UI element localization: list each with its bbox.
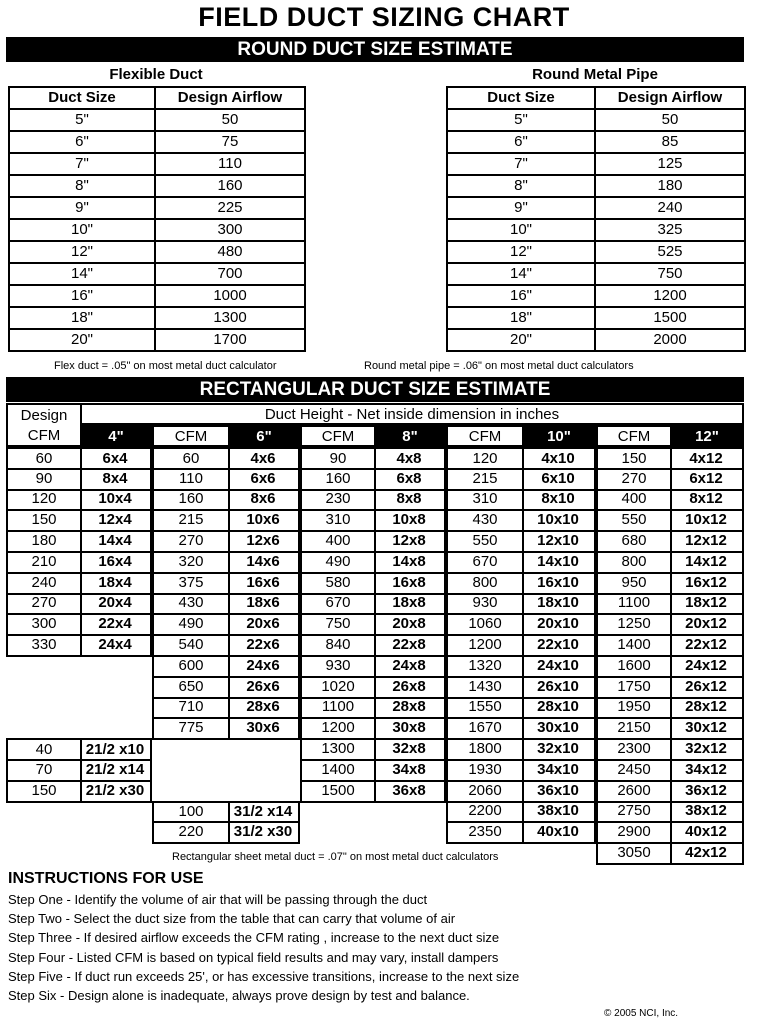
instruction-step: Step One - Identify the volume of air that will be passing through the duct xyxy=(8,892,428,907)
duct-size-cell: 8" xyxy=(9,175,155,197)
duct-size-cell: 28x10 xyxy=(522,697,596,720)
table-row xyxy=(447,197,745,219)
cfm-cell: 580 xyxy=(300,572,376,595)
duct-size-cell: 12" xyxy=(9,241,155,263)
duct-size-cell: 22x6 xyxy=(228,634,300,657)
instructions-title: INSTRUCTIONS FOR USE xyxy=(8,870,204,887)
duct-size-cell: 18" xyxy=(9,307,155,329)
table-row xyxy=(9,219,305,241)
cfm-cell: 1320 xyxy=(446,655,524,678)
table-row xyxy=(9,175,305,197)
cfm-cell: 210 xyxy=(6,551,82,574)
duct-size-cell: 8x12 xyxy=(670,489,744,512)
duct-size-cell: 5" xyxy=(447,109,595,131)
design-airflow-cell: 700 xyxy=(155,263,305,285)
cfm-column-header: CFM xyxy=(446,425,524,447)
duct-size-cell: 21/2 x30 xyxy=(80,780,152,803)
duct-size-cell: 34x10 xyxy=(522,759,596,782)
column-header: Design Airflow xyxy=(155,87,305,109)
duct-size-cell: 8x10 xyxy=(522,489,596,512)
duct-size-cell: 10" xyxy=(9,219,155,241)
duct-size-cell: 16x12 xyxy=(670,572,744,595)
table-row xyxy=(9,197,305,219)
table-row xyxy=(447,263,745,285)
height-column-header: 12" xyxy=(670,425,744,447)
duct-size-cell: 12x12 xyxy=(670,530,744,553)
height-column-header: 10" xyxy=(522,425,596,447)
flex-duct-note: Flex duct = .05" on most metal duct calculator xyxy=(54,360,277,372)
cfm-cell: 2300 xyxy=(596,738,672,761)
cfm-cell: 430 xyxy=(152,593,230,616)
round-section-header: ROUND DUCT SIZE ESTIMATE xyxy=(6,37,744,62)
design-airflow-cell: 110 xyxy=(155,153,305,175)
duct-size-cell: 10x6 xyxy=(228,509,300,532)
cfm-cell: 1430 xyxy=(446,676,524,699)
duct-size-cell: 24x8 xyxy=(374,655,446,678)
cfm-cell: 3050 xyxy=(596,842,672,865)
duct-size-cell: 26x8 xyxy=(374,676,446,699)
design-airflow-cell: 525 xyxy=(595,241,745,263)
duct-size-cell: 4x10 xyxy=(522,447,596,470)
height-column-header: 6" xyxy=(228,425,300,447)
duct-size-cell: 34x8 xyxy=(374,759,446,782)
rect-duct-note: Rectangular sheet metal duct = .07" on most metal duct calculators xyxy=(172,851,499,863)
duct-size-cell: 20" xyxy=(9,329,155,351)
duct-size-cell: 20x10 xyxy=(522,613,596,636)
duct-size-cell: 4x6 xyxy=(228,447,300,470)
duct-height-label: Duct Height - Net inside dimension in inches xyxy=(80,403,744,425)
duct-size-cell: 32x10 xyxy=(522,738,596,761)
duct-size-cell: 28x6 xyxy=(228,697,300,720)
duct-size-cell: 20x6 xyxy=(228,613,300,636)
design-airflow-cell: 2000 xyxy=(595,329,745,351)
duct-size-cell: 10x4 xyxy=(80,489,152,512)
cfm-cell: 90 xyxy=(6,468,82,491)
duct-size-cell: 9" xyxy=(9,197,155,219)
duct-size-cell: 32x8 xyxy=(374,738,446,761)
cfm-cell: 600 xyxy=(152,655,230,678)
cfm-cell: 270 xyxy=(152,530,230,553)
duct-size-cell: 16x6 xyxy=(228,572,300,595)
duct-size-cell: 36x10 xyxy=(522,780,596,803)
cfm-cell: 1750 xyxy=(596,676,672,699)
table-row xyxy=(9,153,305,175)
cfm-cell: 1930 xyxy=(446,759,524,782)
design-airflow-cell: 750 xyxy=(595,263,745,285)
cfm-cell: 2150 xyxy=(596,717,672,740)
duct-size-cell: 16x10 xyxy=(522,572,596,595)
table-row xyxy=(447,219,745,241)
cfm-cell: 2600 xyxy=(596,780,672,803)
cfm-cell: 1200 xyxy=(300,717,376,740)
cfm-cell: 310 xyxy=(446,489,524,512)
duct-size-cell: 38x12 xyxy=(670,801,744,824)
design-airflow-cell: 300 xyxy=(155,219,305,241)
cfm-cell: 2750 xyxy=(596,801,672,824)
duct-size-cell: 24x10 xyxy=(522,655,596,678)
duct-size-cell: 4x12 xyxy=(670,447,744,470)
cfm-cell: 400 xyxy=(300,530,376,553)
instruction-step: Step Five - If duct run exceeds 25', or has excessive transitions, increase to the next size xyxy=(8,968,520,984)
cfm-cell: 490 xyxy=(300,551,376,574)
cfm-cell: 1100 xyxy=(596,593,672,616)
cfm-cell: 2350 xyxy=(446,821,524,844)
duct-size-cell: 30x8 xyxy=(374,717,446,740)
duct-size-cell: 20x8 xyxy=(374,613,446,636)
cfm-cell: 670 xyxy=(446,551,524,574)
design-airflow-cell: 50 xyxy=(595,109,745,131)
table-row xyxy=(9,241,305,263)
table-row xyxy=(447,285,745,307)
duct-size-cell: 14x4 xyxy=(80,530,152,553)
duct-size-cell: 22x8 xyxy=(374,634,446,657)
duct-size-cell: 6" xyxy=(9,131,155,153)
duct-size-cell: 12x6 xyxy=(228,530,300,553)
design-airflow-cell: 1200 xyxy=(595,285,745,307)
table-row xyxy=(9,263,305,285)
cfm-cell: 1600 xyxy=(596,655,672,678)
duct-size-cell: 8x4 xyxy=(80,468,152,491)
design-airflow-cell: 1700 xyxy=(155,329,305,351)
cfm-cell: 220 xyxy=(152,821,230,844)
instruction-step: Step Three - If desired airflow exceeds the CFM rating , increase to the next duct size xyxy=(8,930,500,946)
cfm-cell: 375 xyxy=(152,572,230,595)
cfm-cell: 800 xyxy=(596,551,672,574)
duct-size-cell: 6x8 xyxy=(374,468,446,491)
cfm-cell: 100 xyxy=(152,801,230,824)
duct-size-cell: 18x12 xyxy=(670,593,744,616)
cfm-cell: 490 xyxy=(152,613,230,636)
cfm-cell: 670 xyxy=(300,593,376,616)
duct-size-cell: 22x12 xyxy=(670,634,744,657)
metal-pipe-caption: Round Metal Pipe xyxy=(532,66,658,83)
cfm-cell: 90 xyxy=(300,447,376,470)
cfm-cell: 930 xyxy=(446,593,524,616)
duct-size-cell: 10x8 xyxy=(374,509,446,532)
duct-size-cell: 7" xyxy=(447,153,595,175)
cfm-cell: 310 xyxy=(300,509,376,532)
cfm-cell: 60 xyxy=(152,447,230,470)
cfm-cell: 950 xyxy=(596,572,672,595)
duct-size-cell: 18" xyxy=(447,307,595,329)
duct-size-cell: 31/2 x30 xyxy=(228,821,300,844)
height-column-header: 8" xyxy=(374,425,446,447)
duct-size-cell: 7" xyxy=(9,153,155,175)
cfm-cell: 2450 xyxy=(596,759,672,782)
duct-size-cell: 24x6 xyxy=(228,655,300,678)
duct-size-cell: 6" xyxy=(447,131,595,153)
duct-size-cell: 26x6 xyxy=(228,676,300,699)
duct-size-cell: 10" xyxy=(447,219,595,241)
duct-size-cell: 30x12 xyxy=(670,717,744,740)
cfm-cell: 150 xyxy=(6,509,82,532)
rect-section-header: RECTANGULAR DUCT SIZE ESTIMATE xyxy=(6,377,744,402)
design-airflow-cell: 1500 xyxy=(595,307,745,329)
column-header: Duct Size xyxy=(9,87,155,109)
column-header: Design Airflow xyxy=(595,87,745,109)
cfm-cell: 1550 xyxy=(446,697,524,720)
duct-size-cell: 16x8 xyxy=(374,572,446,595)
cfm-cell: 110 xyxy=(152,468,230,491)
duct-size-cell: 5" xyxy=(9,109,155,131)
design-airflow-cell: 1300 xyxy=(155,307,305,329)
table-row xyxy=(447,131,745,153)
duct-size-cell: 20x12 xyxy=(670,613,744,636)
duct-size-cell: 4x8 xyxy=(374,447,446,470)
cfm-cell: 2060 xyxy=(446,780,524,803)
height-column-header: 4" xyxy=(80,425,152,447)
duct-size-cell: 14x6 xyxy=(228,551,300,574)
duct-size-cell: 34x12 xyxy=(670,759,744,782)
design-airflow-cell: 480 xyxy=(155,241,305,263)
cfm-cell: 550 xyxy=(596,509,672,532)
duct-size-cell: 26x12 xyxy=(670,676,744,699)
cfm-cell: 120 xyxy=(446,447,524,470)
table-row xyxy=(447,241,745,263)
cfm-cell: 1800 xyxy=(446,738,524,761)
duct-size-cell: 9" xyxy=(447,197,595,219)
cfm-cell: 270 xyxy=(6,593,82,616)
cfm-cell: 215 xyxy=(152,509,230,532)
duct-size-cell: 18x6 xyxy=(228,593,300,616)
design-airflow-cell: 180 xyxy=(595,175,745,197)
cfm-cell: 1020 xyxy=(300,676,376,699)
duct-size-cell: 20x4 xyxy=(80,593,152,616)
cfm-column-header: CFM xyxy=(300,425,376,447)
duct-size-cell: 38x10 xyxy=(522,801,596,824)
design-airflow-cell: 125 xyxy=(595,153,745,175)
cfm-cell: 775 xyxy=(152,717,230,740)
duct-size-cell: 26x10 xyxy=(522,676,596,699)
cfm-cell: 1250 xyxy=(596,613,672,636)
cfm-cell: 1300 xyxy=(300,738,376,761)
table-row xyxy=(447,175,745,197)
duct-size-cell: 8x6 xyxy=(228,489,300,512)
cfm-cell: 150 xyxy=(6,780,82,803)
duct-size-cell: 18x10 xyxy=(522,593,596,616)
cfm-cell: 710 xyxy=(152,697,230,720)
duct-size-cell: 8" xyxy=(447,175,595,197)
cfm-cell: 1670 xyxy=(446,717,524,740)
duct-size-cell: 24x12 xyxy=(670,655,744,678)
cfm-column-header: CFM xyxy=(596,425,672,447)
instruction-step: Step Four - Listed CFM is based on typical field results and may vary, install dampers xyxy=(8,949,499,965)
cfm-cell: 180 xyxy=(6,530,82,553)
cfm-cell: 750 xyxy=(300,613,376,636)
duct-size-cell: 32x12 xyxy=(670,738,744,761)
duct-size-cell: 12x4 xyxy=(80,509,152,532)
design-airflow-cell: 240 xyxy=(595,197,745,219)
cfm-cell: 1060 xyxy=(446,613,524,636)
duct-size-cell: 31/2 x14 xyxy=(228,801,300,824)
cfm-cell: 215 xyxy=(446,468,524,491)
cfm-cell: 40 xyxy=(6,738,82,761)
duct-size-cell: 14" xyxy=(9,263,155,285)
column-header: Duct Size xyxy=(447,87,595,109)
cfm-cell: 120 xyxy=(6,489,82,512)
design-airflow-cell: 50 xyxy=(155,109,305,131)
duct-size-cell: 14" xyxy=(447,263,595,285)
duct-size-cell: 6x6 xyxy=(228,468,300,491)
table-row xyxy=(9,329,305,351)
duct-size-cell: 12x10 xyxy=(522,530,596,553)
instruction-step: Step Six - Design alone is inadequate, always prove design by test and balance. xyxy=(8,988,470,1003)
cfm-cell: 320 xyxy=(152,551,230,574)
cfm-cell: 1400 xyxy=(300,759,376,782)
cfm-cell: 1200 xyxy=(446,634,524,657)
duct-size-cell: 36x12 xyxy=(670,780,744,803)
cfm-cell: 1950 xyxy=(596,697,672,720)
duct-size-cell: 16" xyxy=(9,285,155,307)
duct-size-cell: 42x12 xyxy=(670,842,744,865)
design-airflow-cell: 325 xyxy=(595,219,745,241)
cfm-column-header: CFM xyxy=(152,425,230,447)
cfm-cell: 70 xyxy=(6,759,82,782)
flex-duct-caption: Flexible Duct xyxy=(109,66,203,83)
duct-size-cell: 30x6 xyxy=(228,717,300,740)
cfm-cell: 150 xyxy=(596,447,672,470)
design-airflow-cell: 1000 xyxy=(155,285,305,307)
table-row xyxy=(447,109,745,131)
metal-pipe-note: Round metal pipe = .06" on most metal duct calculators xyxy=(364,360,634,372)
cfm-cell: 230 xyxy=(300,489,376,512)
duct-size-cell: 28x12 xyxy=(670,697,744,720)
duct-size-cell: 21/2 x10 xyxy=(80,738,152,761)
cfm-cell: 60 xyxy=(6,447,82,470)
round-metal-table xyxy=(446,86,746,352)
duct-size-cell: 12" xyxy=(447,241,595,263)
cfm-label: CFM xyxy=(6,425,82,447)
duct-size-cell: 18x8 xyxy=(374,593,446,616)
duct-size-cell: 40x10 xyxy=(522,821,596,844)
cfm-cell: 240 xyxy=(6,572,82,595)
cfm-cell: 300 xyxy=(6,613,82,636)
instruction-step: Step Two - Select the duct size from the table that can carry that volume of air xyxy=(8,911,456,927)
cfm-cell: 680 xyxy=(596,530,672,553)
cfm-cell: 1400 xyxy=(596,634,672,657)
duct-size-cell: 16x4 xyxy=(80,551,152,574)
cfm-cell: 430 xyxy=(446,509,524,532)
duct-size-cell: 36x8 xyxy=(374,780,446,803)
cfm-cell: 930 xyxy=(300,655,376,678)
duct-size-cell: 40x12 xyxy=(670,821,744,844)
duct-size-cell: 21/2 x14 xyxy=(80,759,152,782)
table-row xyxy=(9,109,305,131)
cfm-cell: 1100 xyxy=(300,697,376,720)
duct-size-cell: 10x10 xyxy=(522,509,596,532)
cfm-cell: 550 xyxy=(446,530,524,553)
design-airflow-cell: 225 xyxy=(155,197,305,219)
cfm-cell: 2200 xyxy=(446,801,524,824)
cfm-cell: 800 xyxy=(446,572,524,595)
design-airflow-cell: 75 xyxy=(155,131,305,153)
duct-size-cell: 16" xyxy=(447,285,595,307)
duct-size-cell: 18x4 xyxy=(80,572,152,595)
duct-size-cell: 10x12 xyxy=(670,509,744,532)
table-row xyxy=(447,153,745,175)
duct-size-cell: 14x12 xyxy=(670,551,744,574)
page-title: FIELD DUCT SIZING CHART xyxy=(198,2,570,32)
duct-size-cell: 22x4 xyxy=(80,613,152,636)
cfm-cell: 270 xyxy=(596,468,672,491)
rect-duct-table xyxy=(6,403,744,873)
cfm-cell: 160 xyxy=(152,489,230,512)
duct-size-cell: 30x10 xyxy=(522,717,596,740)
cfm-cell: 160 xyxy=(300,468,376,491)
design-label: Design xyxy=(6,403,82,425)
duct-size-cell: 22x10 xyxy=(522,634,596,657)
duct-size-cell: 6x10 xyxy=(522,468,596,491)
copyright: © 2005 NCI, Inc. xyxy=(604,1008,679,1019)
duct-size-cell: 14x8 xyxy=(374,551,446,574)
cfm-cell: 330 xyxy=(6,634,82,657)
cfm-cell: 540 xyxy=(152,634,230,657)
duct-size-cell: 20" xyxy=(447,329,595,351)
duct-size-cell: 6x4 xyxy=(80,447,152,470)
duct-size-cell: 8x8 xyxy=(374,489,446,512)
table-row xyxy=(447,329,745,351)
design-airflow-cell: 160 xyxy=(155,175,305,197)
table-row xyxy=(9,131,305,153)
duct-size-cell: 6x12 xyxy=(670,468,744,491)
table-row xyxy=(9,307,305,329)
cfm-cell: 2900 xyxy=(596,821,672,844)
table-row xyxy=(9,285,305,307)
cfm-cell: 650 xyxy=(152,676,230,699)
cfm-cell: 400 xyxy=(596,489,672,512)
cfm-cell: 1500 xyxy=(300,780,376,803)
duct-size-cell: 28x8 xyxy=(374,697,446,720)
flex-duct-table xyxy=(8,86,306,352)
duct-size-cell: 12x8 xyxy=(374,530,446,553)
design-airflow-cell: 85 xyxy=(595,131,745,153)
table-row xyxy=(447,307,745,329)
cfm-cell: 840 xyxy=(300,634,376,657)
duct-size-cell: 24x4 xyxy=(80,634,152,657)
duct-size-cell: 14x10 xyxy=(522,551,596,574)
